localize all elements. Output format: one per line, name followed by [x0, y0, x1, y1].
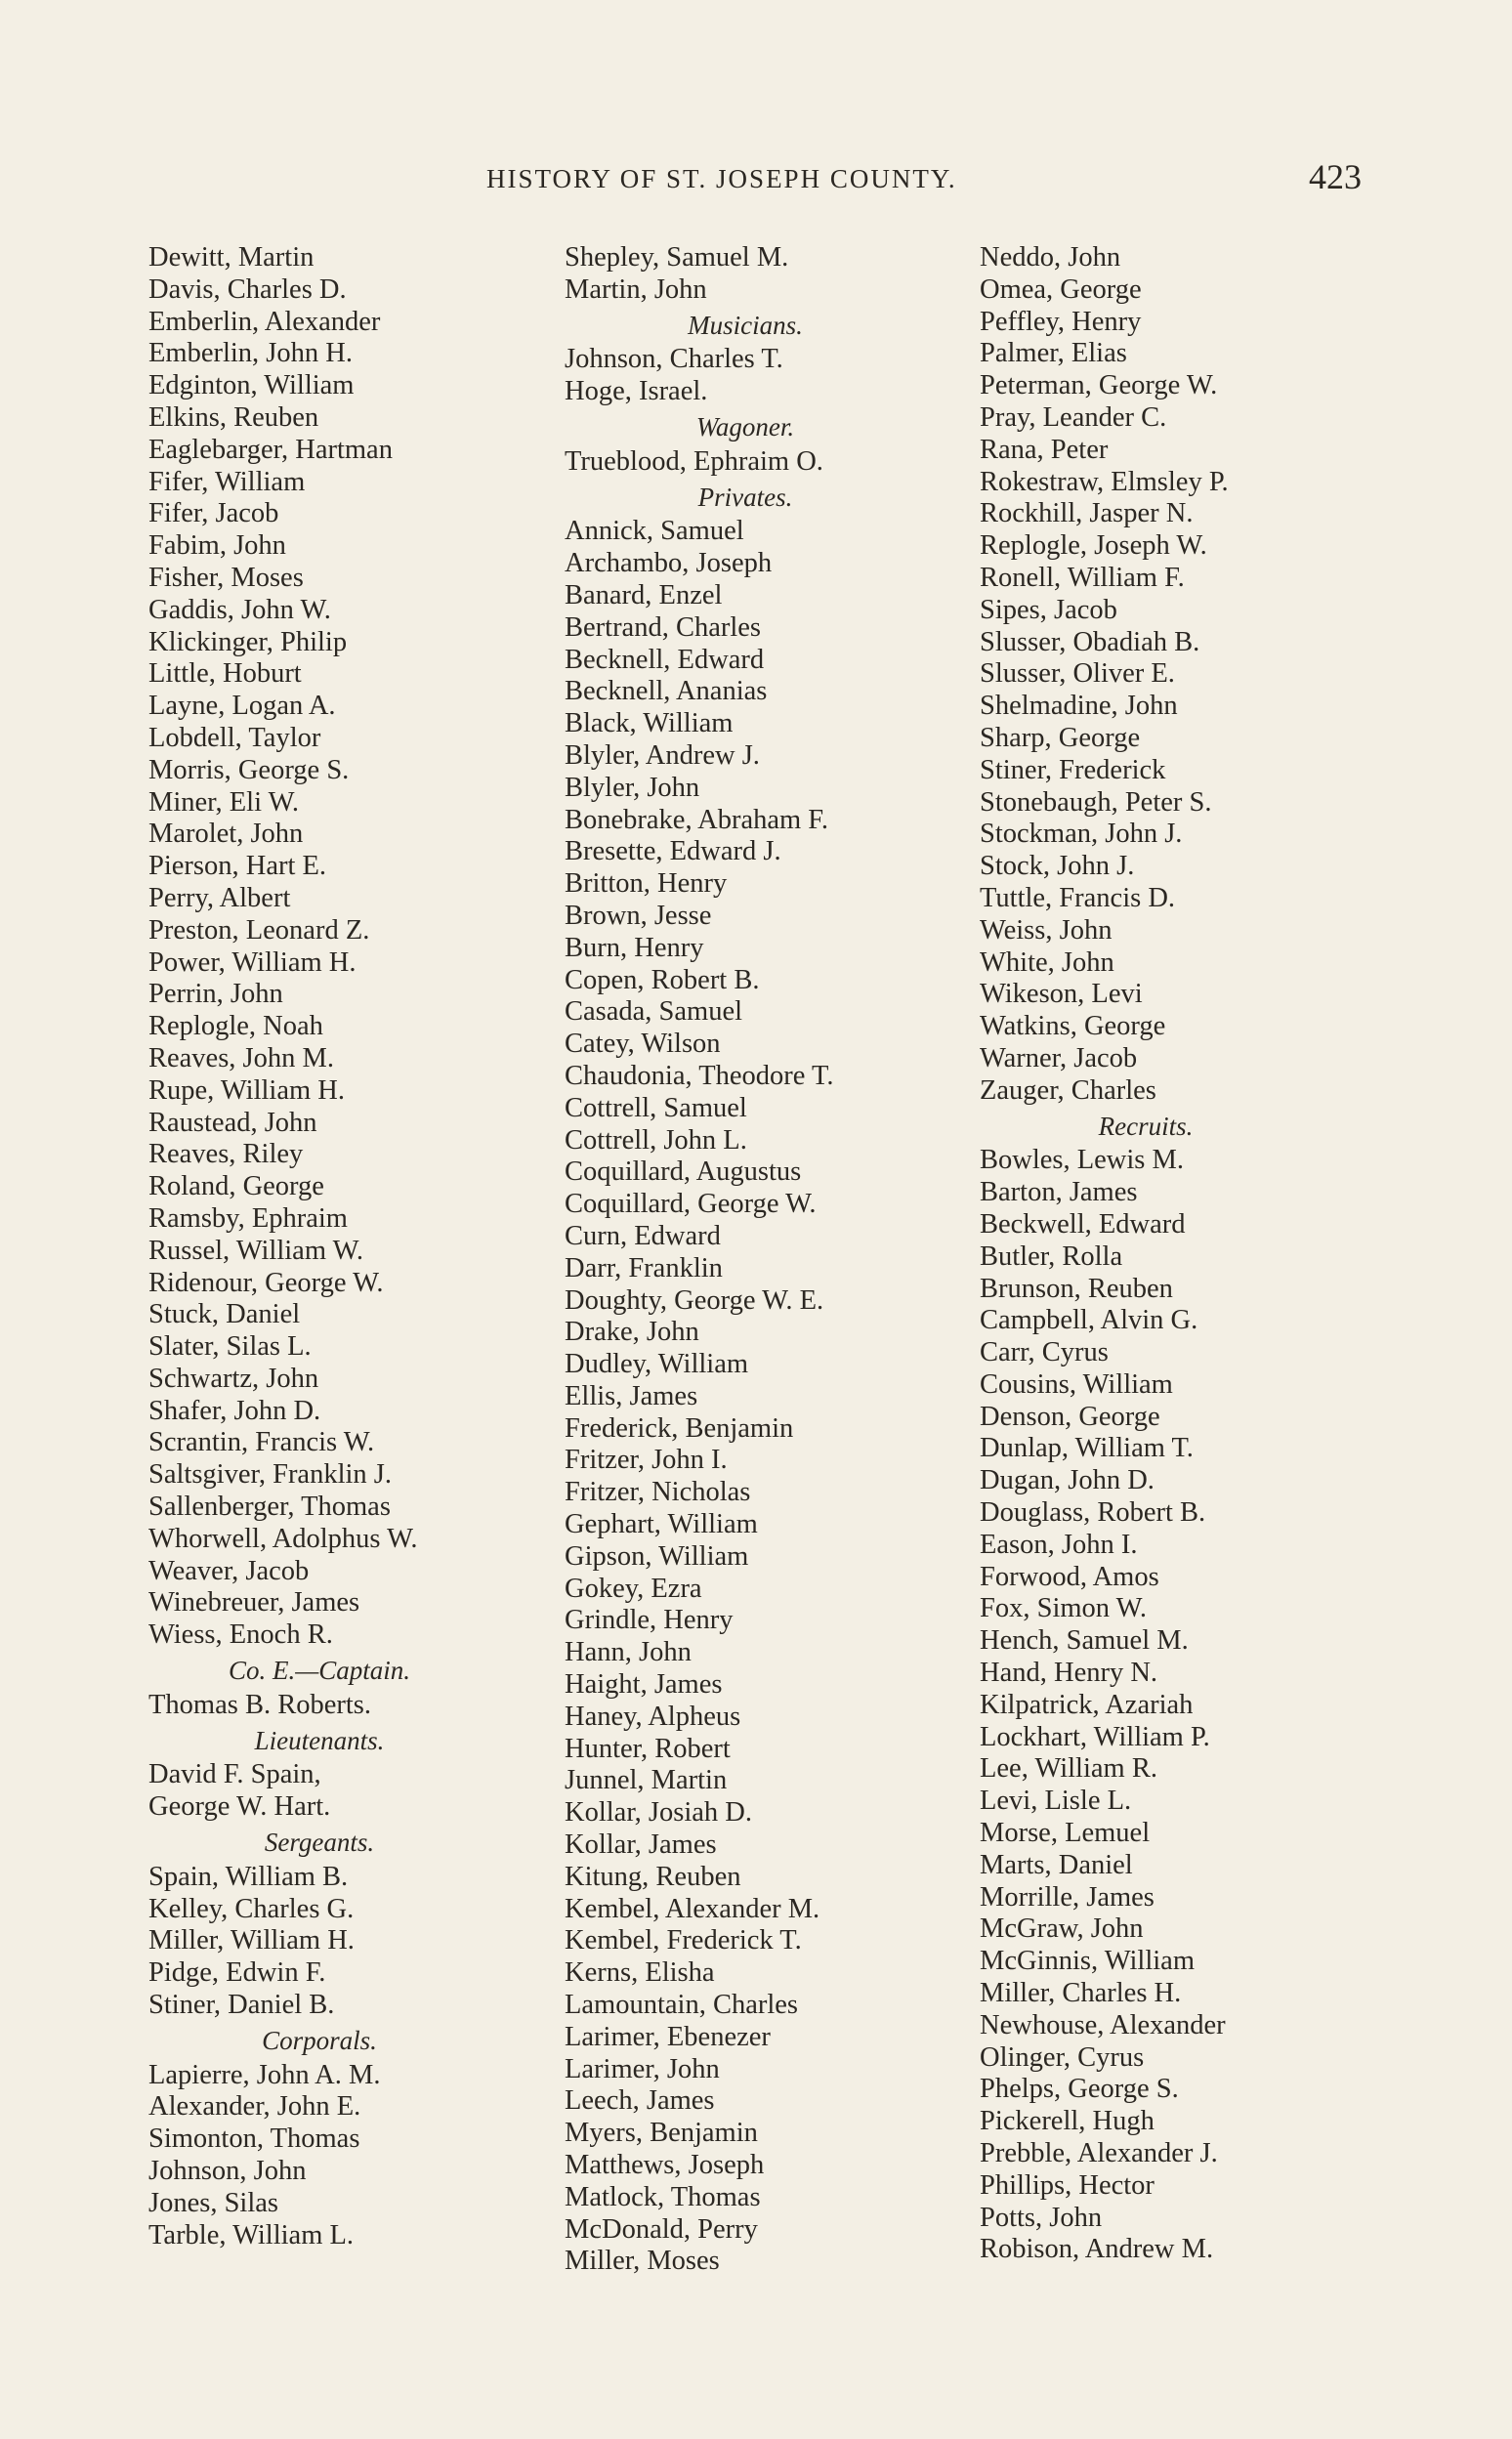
roster-name: Alexander, John E.	[148, 2091, 361, 2123]
roster-name: Tuttle, Francis D.	[980, 882, 1176, 913]
section-heading: Lieutenants.	[254, 1725, 385, 1755]
roster-name: Junnel, Martin	[565, 1765, 728, 1796]
roster-name: Frederick, Benjamin	[565, 1412, 794, 1444]
roster-name: Replogle, Noah	[148, 1011, 323, 1042]
roster-name: Catey, Wilson	[565, 1029, 721, 1060]
roster-name: Copen, Robert B.	[565, 964, 760, 995]
section-heading: Recruits.	[1098, 1111, 1194, 1141]
section-heading: Co. E.—Captain.	[228, 1656, 411, 1686]
roster-name: Miner, Eli W.	[148, 786, 300, 818]
roster-name: Marolet, John	[148, 819, 304, 850]
roster-name: Cousins, William	[980, 1368, 1173, 1400]
roster-name: Drake, John	[565, 1317, 699, 1348]
roster-name: Blyler, John	[565, 772, 700, 803]
roster-name: Bresette, Edward J.	[565, 836, 781, 867]
roster-name: Archambo, Joseph	[565, 548, 773, 579]
roster-name: Stuck, Daniel	[148, 1299, 301, 1330]
roster-name: Sipes, Jacob	[980, 594, 1117, 625]
roster-name: Weaver, Jacob	[148, 1555, 310, 1586]
roster-name: Marts, Daniel	[980, 1849, 1133, 1880]
roster-name: Leech, James	[565, 2085, 715, 2117]
roster-name: Johnson, Charles T.	[565, 344, 783, 375]
roster-name: Fifer, Jacob	[148, 498, 279, 529]
roster-name: Fisher, Moses	[148, 562, 304, 593]
roster-name: Simonton, Thomas	[148, 2124, 360, 2155]
roster-name: Shelmadine, John	[980, 691, 1178, 722]
roster-name: Haney, Alpheus	[565, 1701, 741, 1732]
roster-name: Gephart, William	[565, 1509, 758, 1540]
roster-name: David F. Spain,	[148, 1759, 321, 1790]
roster-name: Klickinger, Philip	[148, 626, 348, 657]
section-heading: Corporals.	[262, 2025, 377, 2055]
roster-name: Britton, Henry	[565, 868, 728, 900]
roster-name: Miller, Moses	[565, 2246, 720, 2277]
roster-name: Peterman, George W.	[980, 370, 1218, 401]
roster-name: Coquillard, Augustus	[565, 1156, 802, 1188]
roster-column-3	[980, 242, 1390, 2266]
roster-name: Whorwell, Adolphus W.	[148, 1523, 418, 1554]
roster-name: Little, Hoburt	[148, 658, 302, 690]
section-heading: Sergeants.	[264, 1828, 375, 1858]
roster-name: Sharp, George	[980, 722, 1141, 753]
roster-name: White, John	[980, 946, 1114, 978]
roster-name: Levi, Lisle L.	[980, 1786, 1132, 1817]
roster-name: Rokestraw, Elmsley P.	[980, 466, 1229, 497]
roster-name: Potts, John	[980, 2202, 1103, 2233]
roster-name: Dudley, William	[565, 1349, 749, 1380]
roster-name: Gipson, William	[565, 1540, 749, 1572]
roster-name: Stock, John J.	[980, 851, 1135, 882]
roster-name: George W. Hart.	[148, 1791, 331, 1823]
roster-name: Emberlin, Alexander	[148, 306, 381, 337]
section-heading: Musicians.	[688, 310, 803, 340]
roster-name: Prebble, Alexander J.	[980, 2138, 1218, 2169]
roster-name: Campbell, Alvin G.	[980, 1305, 1198, 1336]
roster-name: Ellis, James	[565, 1380, 698, 1411]
roster-name: Lapierre, John A. M.	[148, 2059, 381, 2090]
roster-name: Emberlin, John H.	[148, 338, 353, 369]
roster-name: Perrin, John	[148, 979, 283, 1010]
roster-name: Replogle, Joseph W.	[980, 530, 1207, 562]
roster-name: Banard, Enzel	[565, 579, 723, 610]
roster-name: Morrille, James	[980, 1881, 1155, 1913]
roster-name: Chaudonia, Theodore T.	[565, 1060, 834, 1091]
roster-name: Sallenberger, Thomas	[148, 1492, 391, 1523]
roster-name: Perry, Albert	[148, 882, 291, 913]
roster-name: Bertrand, Charles	[565, 611, 762, 643]
roster-name: Fritzer, John I.	[565, 1445, 728, 1476]
roster-name: Weiss, John	[980, 914, 1113, 946]
roster-name: Lobdell, Taylor	[148, 722, 321, 753]
roster-name: Neddo, John	[980, 242, 1121, 273]
roster-name: Olinger, Cyrus	[980, 2041, 1145, 2073]
roster-name: Hench, Samuel M.	[980, 1625, 1189, 1657]
roster-name: Fabim, John	[148, 530, 286, 562]
roster-name: Grindle, Henry	[565, 1605, 734, 1636]
roster-name: Saltsgiver, Franklin J.	[148, 1459, 393, 1491]
roster-name: Carr, Cyrus	[980, 1337, 1109, 1368]
roster-name: Gaddis, John W.	[148, 594, 331, 625]
roster-name: Shepley, Samuel M.	[565, 242, 789, 273]
roster-name: Denson, George	[980, 1401, 1160, 1432]
roster-name: Hand, Henry N.	[980, 1658, 1158, 1689]
roster-name: McGinnis, William	[980, 1946, 1195, 1977]
roster-name: Douglass, Robert B.	[980, 1497, 1206, 1529]
roster-name: Bonebrake, Abraham F.	[565, 804, 828, 835]
roster-name: Wikeson, Levi	[980, 979, 1143, 1010]
roster-name: Lee, William R.	[980, 1753, 1157, 1785]
roster-name: Matlock, Thomas	[565, 2181, 761, 2212]
roster-name: Trueblood, Ephraim O.	[565, 445, 823, 477]
roster-name: Cottrell, Samuel	[565, 1092, 747, 1123]
roster-name: Curn, Edward	[565, 1220, 721, 1251]
roster-name: Phillips, Hector	[980, 2169, 1155, 2201]
roster-name: Ronell, William F.	[980, 562, 1185, 593]
roster-name: Lamountain, Charles	[565, 1990, 799, 2021]
roster-name: Dewitt, Martin	[148, 242, 315, 273]
roster-name: Newhouse, Alexander	[980, 2009, 1226, 2040]
roster-name: Larimer, Ebenezer	[565, 2021, 771, 2052]
roster-name: Burn, Henry	[565, 932, 704, 963]
roster-name: Warner, Jacob	[980, 1042, 1138, 1073]
roster-name: Coquillard, George W.	[565, 1189, 817, 1220]
roster-name: Rockhill, Jasper N.	[980, 498, 1194, 529]
roster-name: Scrantin, Francis W.	[148, 1427, 375, 1458]
roster-name: Bowles, Lewis M.	[980, 1145, 1184, 1176]
roster-name: Pickerell, Hugh	[980, 2106, 1155, 2137]
running-title: HISTORY OF ST. JOSEPH COUNTY.	[486, 164, 957, 193]
roster-name: Fifer, William	[148, 466, 306, 497]
roster-name: Cottrell, John L.	[565, 1124, 747, 1156]
roster-name: Kilpatrick, Azariah	[980, 1689, 1194, 1720]
roster-name: Jones, Silas	[148, 2187, 279, 2218]
roster-name: Winebreuer, James	[148, 1587, 360, 1619]
roster-name: Brunson, Reuben	[980, 1273, 1173, 1304]
roster-name: Martin, John	[565, 273, 707, 305]
roster-name: Butler, Rolla	[980, 1241, 1123, 1272]
roster-name: Annick, Samuel	[565, 516, 744, 547]
roster-name: Stiner, Daniel B.	[148, 1990, 335, 2021]
roster-name: Hunter, Robert	[565, 1733, 731, 1764]
roster-name: Doughty, George W. E.	[565, 1284, 824, 1316]
roster-name: Pray, Leander C.	[980, 401, 1167, 433]
roster-name: Dunlap, William T.	[980, 1433, 1194, 1464]
roster-name: Stonebaugh, Peter S.	[980, 786, 1212, 818]
roster-name: Barton, James	[980, 1177, 1138, 1208]
roster-name: Robison, Andrew M.	[980, 2234, 1214, 2265]
roster-column-1	[148, 242, 559, 2251]
roster-name: Casada, Samuel	[565, 996, 743, 1028]
roster-name: Watkins, George	[980, 1011, 1166, 1042]
roster-name: Becknell, Edward	[565, 644, 765, 675]
roster-name: Roland, George	[148, 1171, 324, 1202]
roster-name: Blyler, Andrew J.	[565, 739, 760, 771]
roster-name: Omea, George	[980, 273, 1142, 305]
roster-name: Becknell, Ananias	[565, 676, 768, 707]
roster-name: McDonald, Perry	[565, 2213, 758, 2245]
roster-name: Kitung, Reuben	[565, 1861, 741, 1892]
roster-name: Brown, Jesse	[565, 900, 712, 931]
roster-name: Slusser, Oliver E.	[980, 658, 1175, 690]
roster-name: Elkins, Reuben	[148, 401, 319, 433]
roster-name: Tarble, William L.	[148, 2219, 355, 2250]
roster-name: Stiner, Frederick	[980, 754, 1166, 785]
roster-name: Schwartz, John	[148, 1363, 319, 1394]
roster-name: Preston, Leonard Z.	[148, 914, 370, 946]
roster-name: Peffley, Henry	[980, 306, 1142, 337]
roster-name: Slusser, Obadiah B.	[980, 626, 1200, 657]
roster-name: Fritzer, Nicholas	[565, 1477, 751, 1508]
roster-name: Haight, James	[565, 1669, 723, 1701]
roster-name: Layne, Logan A.	[148, 691, 336, 722]
roster-name: Black, William	[565, 708, 734, 739]
roster-name: Miller, Charles H.	[980, 1978, 1182, 2009]
roster-name: Dugan, John D.	[980, 1465, 1155, 1496]
roster-name: Morris, George S.	[148, 754, 350, 785]
roster-name: Darr, Franklin	[565, 1252, 723, 1283]
roster-name: Spain, William B.	[148, 1861, 349, 1892]
roster-name: Reaves, Riley	[148, 1139, 304, 1170]
roster-name: Ramsby, Ephraim	[148, 1202, 348, 1234]
roster-name: Eaglebarger, Hartman	[148, 434, 393, 465]
section-heading: Privates.	[697, 482, 793, 512]
roster-name: Forwood, Amos	[980, 1561, 1159, 1592]
roster-name: Lockhart, William P.	[980, 1721, 1210, 1752]
roster-name: Kollar, James	[565, 1829, 717, 1861]
roster-name: Beckwell, Edward	[980, 1208, 1186, 1240]
roster-name: Zauger, Charles	[980, 1074, 1156, 1106]
roster-name: Palmer, Elias	[980, 338, 1127, 369]
roster-name: Slater, Silas L.	[148, 1331, 312, 1363]
roster-name: Kembel, Alexander M.	[565, 1893, 820, 1924]
roster-column-2	[565, 242, 975, 2278]
roster-name: Stockman, John J.	[980, 819, 1183, 850]
roster-name: Hoge, Israel.	[565, 376, 708, 407]
roster-name: Russel, William W.	[148, 1235, 364, 1266]
roster-name: Raustead, John	[148, 1107, 317, 1138]
roster-name: Pierson, Hart E.	[148, 851, 327, 882]
roster-name: Thomas B. Roberts.	[148, 1689, 371, 1720]
roster-name: Phelps, George S.	[980, 2074, 1179, 2105]
roster-name: Miller, William H.	[148, 1925, 355, 1956]
roster-name: Larimer, John	[565, 2053, 720, 2084]
page-number: 423	[1309, 157, 1362, 196]
roster-name: Morse, Lemuel	[980, 1818, 1151, 1849]
roster-name: Edginton, William	[148, 370, 355, 401]
roster-name: Rana, Peter	[980, 434, 1109, 465]
roster-name: Kollar, Josiah D.	[565, 1797, 752, 1829]
roster-name: Kerns, Elisha	[565, 1957, 715, 1989]
roster-name: Rupe, William H.	[148, 1074, 345, 1106]
roster-name: Ridenour, George W.	[148, 1267, 384, 1298]
roster-name: Johnson, John	[148, 2156, 307, 2187]
roster-name: Matthews, Joseph	[565, 2150, 765, 2181]
roster-name: Fox, Simon W.	[980, 1593, 1148, 1624]
section-heading: Wagoner.	[695, 411, 795, 442]
roster-name: Kembel, Frederick T.	[565, 1925, 802, 1956]
roster-name: Power, William H.	[148, 946, 357, 978]
roster-name: Davis, Charles D.	[148, 273, 347, 305]
roster-name: Shafer, John D.	[148, 1395, 321, 1426]
roster-name: Myers, Benjamin	[565, 2118, 758, 2149]
roster-name: Kelley, Charles G.	[148, 1893, 355, 1924]
roster-name: Wiess, Enoch R.	[148, 1619, 333, 1651]
roster-name: Hann, John	[565, 1637, 692, 1668]
roster-name: Eason, John I.	[980, 1529, 1138, 1560]
roster-name: Pidge, Edwin F.	[148, 1957, 326, 1989]
roster-name: Gokey, Ezra	[565, 1573, 702, 1604]
roster-name: Reaves, John M.	[148, 1042, 334, 1073]
roster-name: McGraw, John	[980, 1913, 1144, 1945]
